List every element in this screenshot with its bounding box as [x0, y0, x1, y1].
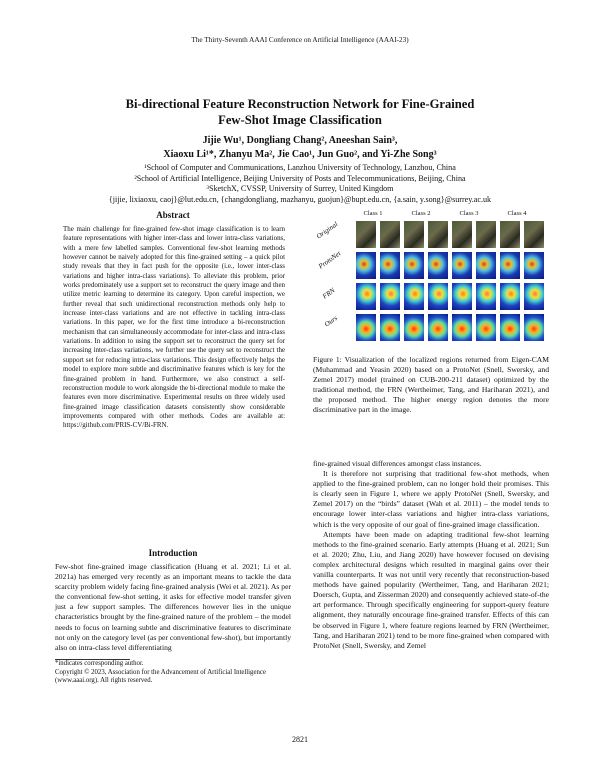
- tile-protonet-6: [475, 251, 497, 280]
- tile-frn-7: [499, 282, 521, 311]
- tile-protonet-2: [379, 251, 401, 280]
- tile-original-4: [427, 220, 449, 249]
- author-list: [40, 134, 560, 162]
- tile-ours-1: [355, 313, 377, 342]
- class-label-3: Class 3: [459, 210, 479, 217]
- abstract-heading: Abstract: [156, 210, 190, 220]
- title-line-1: Bi-directional Feature Reconstruction Network for Fine-Grained: [125, 97, 475, 111]
- tile-ours-7: [499, 313, 521, 342]
- tile-ours-6: [475, 313, 497, 342]
- right-column-text: [313, 459, 549, 651]
- author-emails: {jijie, lixiaoxu, caoj}@lut.edu.cn, {changdongliang, mazhanyu, guojun}@bupt.edu.cn, {a.sain, y.song}@surrey.ac.uk: [108, 194, 492, 204]
- tile-frn-4: [427, 282, 449, 311]
- tile-original-5: [451, 220, 473, 249]
- abstract-text: The main challenge for fine-grained few-shot image classification is to learn feature representations with higher inter-class and lower intra-class variations, with a mere few labelled samples. Conventional few-shot learning methods however cannot be naively adopted for this fine-grained setting – a quick pilot study reveals that they in fact push for the opposite (i.e., lower inter-class variations and higher intra-class variations). To alleviate this problem, prior works predominately use a support set to reconstruct the query image and then utilize metric learning to determine its category. Upon careful inspection, we further reveal that such unidirectional reconstruction methods only help to increase inter-class variations and are not effective in tackling intra-class variations. In this paper, we for the first time introduce a bi-reconstruction mechanism that can simultaneously accommodate for inter-class and intra-class variations. In addition to using the support set to reconstruct the query set for increasing inter-class variations, we further use the query set to reconstruct the support set for reducing intra-class variations. This design effectively helps the model to explore more subtle and discriminative features which is key for the fine-grained problem in hand. Furthermore, we also construct a self-reconstruction module to work alongside the bi-directional module to make the features even more discriminative. Experimental results on three widely used fine-grained image classification datasets consistently show considerable improvements compared with other methods. Codes are available at: https://github.com/PRIS-CV/Bi-FRN.: [63, 225, 285, 430]
- row-label-frn: FRN: [321, 286, 337, 301]
- introduction-paragraph: Few-shot fine-grained image classification (Huang et al. 2021; Li et al. 2021a) has emerged very recently as an important means to tackle the data scarcity problem widely facing fine-grained analysis (Wei et al. 2021). As per the conventional few-shot setting, it asks for effective model transfer given just a few support samples. The differences however lies in the unique characteristics brought by the fine-grained nature of the problem – the model needs to focus on learning subtle and discriminative features to discriminate not only on the category level (as per conventional few-shot), but importantly also on intra-class level differentiating: [55, 562, 291, 652]
- class-label-2: Class 2: [411, 210, 431, 217]
- paragraph-fewshot-failure: It is therefore not surprising that traditional few-shot methods, when applied to the fine-grained problem, can no longer hold their promises. This is clearly seen in Figure 1, where we apply ProtoNet (Snell, Swersky, and Zemel 2017) on the “birds” dataset (Wah et al. 2011) – the model tends to encourage lower inter-class variations and higher intra-class variations, which is the very opposite of our goal of fine-grained image classification.: [313, 469, 549, 529]
- tile-frn-2: [379, 282, 401, 311]
- tile-ours-4: [427, 313, 449, 342]
- row-label-protonet: ProtoNet: [317, 249, 343, 271]
- tile-protonet-5: [451, 251, 473, 280]
- footnotes: [55, 660, 291, 686]
- affiliation-3: ³SketchX, CVSSP, University of Surrey, United Kingdom: [206, 184, 394, 193]
- paper-title: [60, 96, 540, 128]
- corresponding-author-note: *indicates corresponding author.: [55, 660, 144, 667]
- introduction-heading: Introduction: [148, 548, 198, 558]
- paragraph-continuation: fine-grained visual differences amongst class instances.: [313, 459, 482, 468]
- authors-line-2: Xiaoxu Li¹*, Zhanyu Ma², Jie Cao¹, Jun Guo², and Yi-Zhe Song³: [163, 149, 437, 160]
- tile-original-8: [523, 220, 545, 249]
- tile-frn-3: [403, 282, 425, 311]
- paragraph-prior-attempts: Attempts have been made on adapting traditional few-shot learning methods to the fine-grained scenario. Early attempts (Huang et al. 2021; Sun et al. 2020; Zhu, Liu, and Jiang 2020) have however focused on devising complex architectural designs which resulted in marginal gains over their vanilla counterparts. It was not until very recently that reconstruction-based methods have gained popularity (Wertheimer, Tang, and Hariharan 2021; Doersch, Gupta, and Zisserman 2020) and consequently achieved state-of-the art performance. Through specifically engineering for support-query feature alignment, they naturally encourage fine-grained transfer. Effects of this can be observed in Figure 1, where feature regions learned by FRN (Wertheimer, Tang, and Hariharan 2021) tend to be more fine-grained when compared with ProtoNet (Snell, Swersky, and Zemel: [313, 529, 549, 650]
- tile-protonet-4: [427, 251, 449, 280]
- class-label-4: Class 4: [507, 210, 527, 217]
- tile-frn-8: [523, 282, 545, 311]
- affiliation-1: ¹School of Computer and Communications, Lanzhou University of Technology, Lanzhou, China: [144, 163, 456, 172]
- tile-ours-2: [379, 313, 401, 342]
- affiliation-2: ²School of Artificial Intelligence, Beijing University of Posts and Telecommunications, Beijing, China: [134, 173, 466, 183]
- tile-ours-5: [451, 313, 473, 342]
- copyright-notice: Copyright © 2023, Association for the Advancement of Artificial Intelligence (www.aaai.org). All rights reserved.: [55, 668, 266, 685]
- tile-protonet-3: [403, 251, 425, 280]
- tile-original-1: [355, 220, 377, 249]
- authors-line-1: Jijie Wu¹, Dongliang Chang², Aneeshan Sain³,: [202, 135, 398, 146]
- figure-1: [313, 208, 549, 344]
- tile-frn-5: [451, 282, 473, 311]
- conference-header: The Thirty-Seventh AAAI Conference on Artificial Intelligence (AAAI-23): [191, 36, 409, 44]
- tile-frn-1: [355, 282, 377, 311]
- tile-original-6: [475, 220, 497, 249]
- affiliations: [40, 163, 560, 205]
- tile-original-7: [499, 220, 521, 249]
- tile-ours-8: [523, 313, 545, 342]
- tile-protonet-7: [499, 251, 521, 280]
- row-label-ours: Ours: [323, 313, 340, 329]
- tile-protonet-1: [355, 251, 377, 280]
- tile-frn-6: [475, 282, 497, 311]
- tile-original-2: [379, 220, 401, 249]
- page-number: 2821: [292, 735, 308, 744]
- tile-ours-3: [403, 313, 425, 342]
- row-label-original: Original: [315, 220, 340, 241]
- tile-original-3: [403, 220, 425, 249]
- class-label-1: Class 1: [363, 210, 383, 217]
- figure-1-caption: Figure 1: Visualization of the localized regions returned from Eigen-CAM (Muhammad and Yeasin 2020) based on a ProtoNet (Snell, Swersky, and Zemel 2017) model (trained on CUB-200-211 dataset) optimized by the traditional method, the FRN (Wertheimer, Tang, and Hariharan 2021), and the proposed method. The higher energy region denotes the more discriminative part in the image.: [313, 355, 549, 415]
- introduction-text: [55, 562, 291, 653]
- title-line-2: Few-Shot Image Classification: [218, 113, 382, 127]
- tile-protonet-8: [523, 251, 545, 280]
